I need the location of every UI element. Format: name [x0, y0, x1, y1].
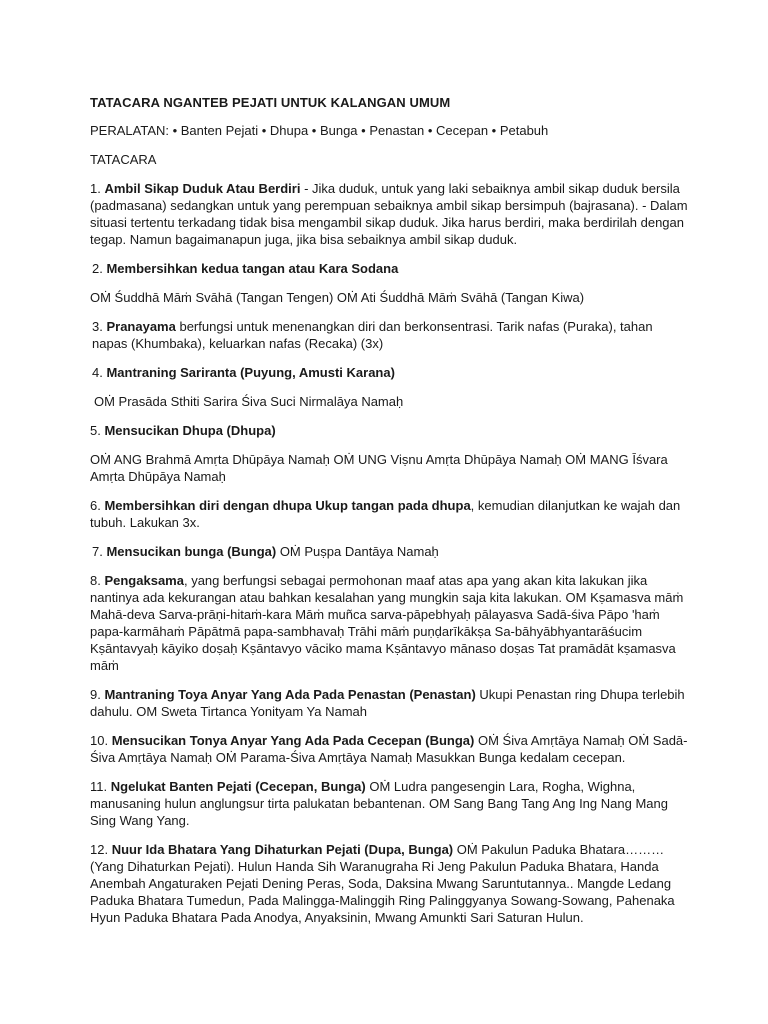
mantra-dhupa: OṀ ANG Brahmā Amṛta Dhūpāya Namaḥ OṀ UNG Viṣnu Amṛta Dhūpāya Namaḥ OṀ MANG Īśvara Amṛta Dhūpāya Namaḥ	[90, 452, 668, 484]
step-heading: Pranayama	[106, 319, 176, 334]
step-heading: Membersihkan kedua tangan atau Kara Sodana	[106, 261, 399, 276]
step-body: Ukupi Penastan ring Dhupa terlebih dahulu. OM Sweta Tirtanca Yonityam Ya Namah	[90, 687, 685, 719]
step-heading: Membersihkan diri dengan dhupa Ukup tangan pada dhupa	[104, 498, 471, 513]
step-number: 2.	[92, 261, 103, 276]
step-body: , yang berfungsi sebagai permohonan maaf atas apa yang akan kita lakukan jika nantinya ada kekurangan atau bahkan kesalahan yang mungkin saja kita lakukan. OM Kṣamasva māṁ Mahā-deva Sarva-prāṇi-hitaṁ-kara Māṁ muñca sarva-pāpebhyaḥ pālayasva Sadā-śiva Pāpo 'haṁ papa-karmāhaṁ Pāpātmā papa-sambhavaḥ Trāhi māṁ puṇḍarīkākṣa Sa-bāhyābhyantarāśucim Kṣāntavyaḥ kāyiko doṣaḥ Kṣāntavyo vāciko mama Kṣāntavyo mānaso doṣas Tat pramādāt kṣamasva māṁ	[90, 573, 684, 673]
step-6	[90, 497, 690, 531]
step-4	[90, 364, 690, 381]
section-heading: TATACARA	[90, 152, 157, 167]
step-number: 3.	[92, 319, 103, 334]
step-2	[90, 260, 690, 277]
step-body: OṀ Ludra pangesengin Lara, Rogha, Wighna, manusaning hulun anglungsur tirta palukatan bebantenan. OM Sang Bang Tang Ang Ing Nang Mang Sing Wang Yang.	[90, 779, 668, 828]
step-heading: Mantraning Sariranta (Puyung, Amusti Karana)	[106, 365, 395, 380]
step-8	[90, 572, 690, 674]
step-heading: Mensucikan Tonya Anyar Yang Ada Pada Cecepan (Bunga)	[111, 733, 475, 748]
step-body: berfungsi untuk menenangkan diri dan berkonsentrasi. Tarik nafas (Puraka), tahan napas (Khumbaka), keluarkan nafas (Recaka) (3x)	[92, 319, 653, 351]
step-heading: Mensucikan bunga (Bunga)	[106, 544, 277, 559]
step-9	[90, 686, 690, 720]
step-heading: Ambil Sikap Duduk Atau Berdiri	[104, 181, 301, 196]
step-number: 9.	[90, 687, 101, 702]
step-12	[90, 841, 690, 926]
document-title: TATACARA NGANTEB PEJATI UNTUK KALANGAN UMUM	[90, 95, 451, 110]
mantra-kara-sodana: OṀ Śuddhā Māṁ Svāhā (Tangan Tengen) OṀ Ati Śuddhā Māṁ Svāhā (Tangan Kiwa)	[90, 290, 585, 305]
equipment-list: PERALATAN: • Banten Pejati • Dhupa • Bunga • Penastan • Cecepan • Petabuh	[90, 123, 549, 138]
step-heading: Mensucikan Dhupa (Dhupa)	[104, 423, 276, 438]
step-body: - Jika duduk, untuk yang laki sebaiknya ambil sikap duduk bersila (padmasana) sedangkan untuk yang perempuan sebaiknya ambil sikap bersimpuh (bajrasana). - Dalam situasi tertentu terkadang tidak bisa mengambil sikap duduk. Jika harus berdiri, maka berdirilah dengan tegap. Namun bagaimanapun juga, jika bisa sebaiknya ambil sikap duduk.	[90, 181, 688, 247]
step-number: 5.	[90, 423, 101, 438]
step-body: , kemudian dilanjutkan ke wajah dan tubuh. Lakukan 3x.	[90, 498, 681, 530]
step-heading: Nuur Ida Bhatara Yang Dihaturkan Pejati (Dupa, Bunga)	[111, 842, 454, 857]
step-body: OṀ Puṣpa Dantāya Namaḥ	[276, 544, 439, 559]
step-number: 12.	[90, 842, 109, 857]
step-body: OṀ Pakulun Paduka Bhatara……… (Yang Dihaturkan Pejati). Hulun Handa Sih Waranugraha Ri Jeng Pakulun Paduka Bhatara, Handa Anembah Angaturaken Pejati Dening Peras, Soda, Daksina Mwang Saruntutannya.. Mangde Ledang Paduka Bhatara Tumedun, Pada Malingga-Malinggih Ring Palinggyanya Sowang-Sowang, Pahenaka Hyun Paduka Bhatara Pada Anodya, Anyaksinin, Mwang Amunkti Sari Saturan Hulun.	[90, 842, 675, 925]
step-10	[90, 732, 690, 766]
step-11	[90, 778, 690, 829]
step-number: 7.	[92, 544, 103, 559]
step-heading: Mantraning Toya Anyar Yang Ada Pada Penastan (Penastan)	[104, 687, 476, 702]
step-number: 1.	[90, 181, 101, 196]
step-heading: Pengaksama	[104, 573, 184, 588]
step-number: 10.	[90, 733, 109, 748]
step-number: 6.	[90, 498, 101, 513]
step-1	[90, 180, 690, 248]
document-body	[90, 94, 690, 938]
mantra-sariranta: OṀ Prasāda Sthiti Sarira Śiva Suci Nirmalāya Namaḥ	[94, 394, 404, 409]
step-number: 4.	[92, 365, 103, 380]
step-number: 11.	[90, 779, 108, 794]
step-body: OṀ Śiva Amṛtāya Namaḥ OṀ Sadā-Śiva Amṛtāya Namaḥ OṀ Parama-Śiva Amṛtāya Namaḥ Masukkan Bunga kedalam cecepan.	[90, 733, 688, 765]
step-7	[90, 543, 690, 560]
step-number: 8.	[90, 573, 101, 588]
step-heading: Ngelukat Banten Pejati (Cecepan, Bunga)	[110, 779, 366, 794]
step-3	[90, 318, 690, 352]
step-5	[90, 422, 690, 439]
